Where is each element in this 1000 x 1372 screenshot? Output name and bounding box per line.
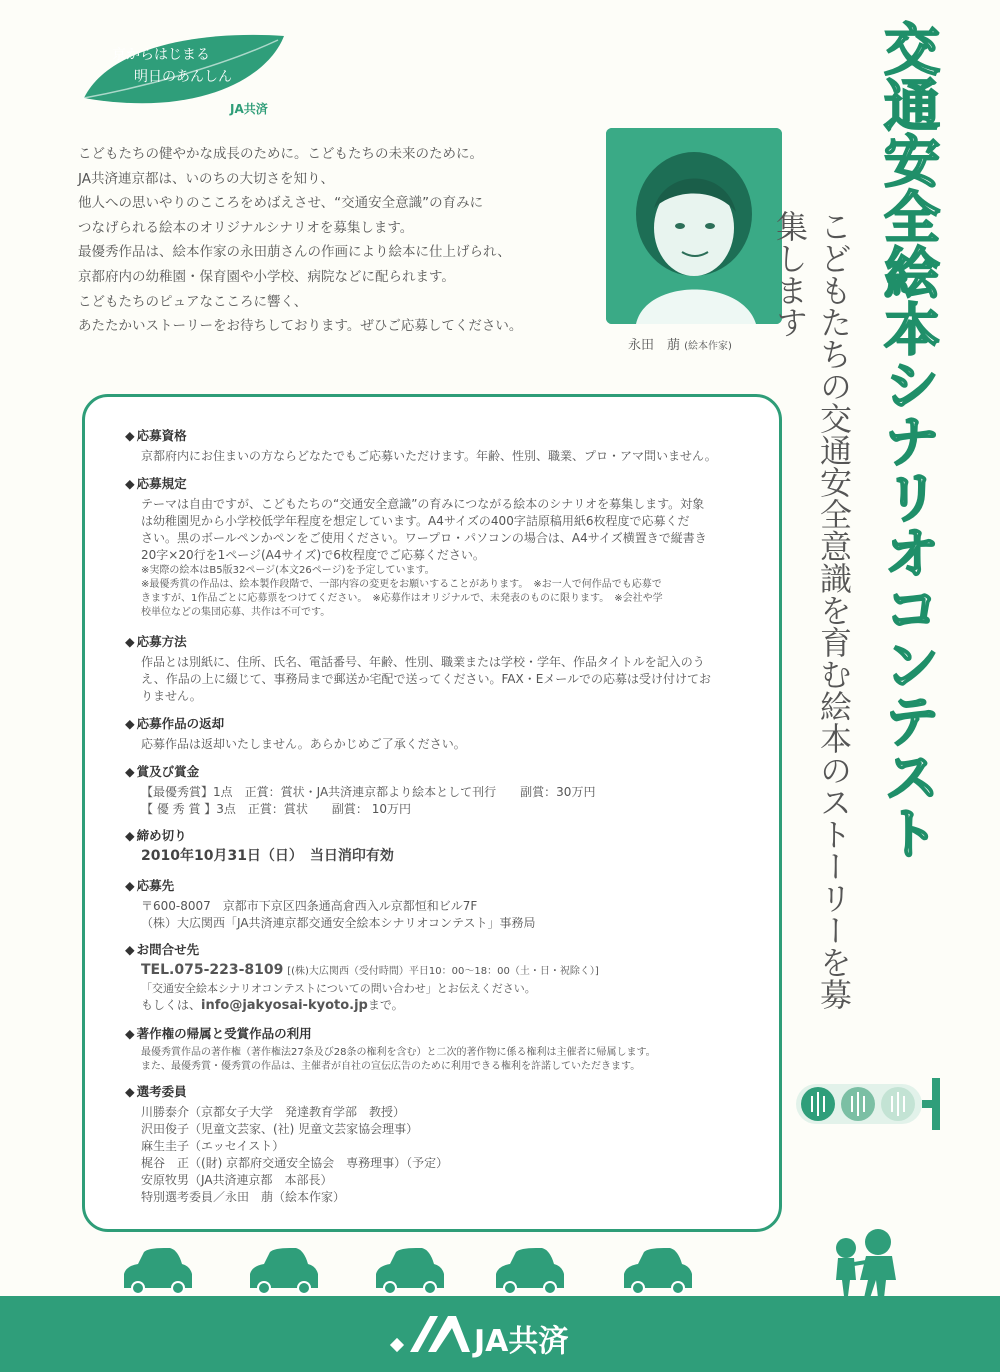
section-text: え、作品の上に綴じて、事務局まで郵送か宅配で送ってください。FAX・Eメールでの応募は受け付けてお [141, 672, 712, 686]
car-row-illustration [120, 1244, 700, 1296]
section-text: 〒600-8007 京都市下京区四条通高倉西入ル京都恒和ビル7F [141, 899, 478, 913]
section-text: 【最優秀賞】1点 正賞：賞状・JA共済連京都より絵本として刊行 副賞：30万円 [141, 785, 596, 799]
car-icon [624, 1248, 692, 1295]
car-icon [124, 1248, 192, 1295]
car-icon [250, 1248, 318, 1295]
judge-item: 特別選考委員／永田 萠（絵本作家） [141, 1190, 346, 1204]
section-prizes [125, 763, 765, 818]
section-heading: ◆ 著作権の帰属と受賞作品の利用 [125, 1025, 765, 1042]
section-rules [125, 475, 765, 620]
intro-text [78, 142, 598, 339]
info-box [82, 394, 782, 1232]
section-note: ※実際の絵本はB5版32ページ(本文26ページ)を予定しています。 [141, 565, 435, 576]
car-icon [376, 1248, 444, 1295]
email-suffix: まで。 [367, 998, 404, 1012]
section-contact [125, 941, 765, 1014]
section-text: 最優秀賞作品の著作権（著作権法27条及び28条の権利を含む）と二次的著作物に係る権利は主催者に帰属します。 [141, 1047, 656, 1058]
section-text: りません。 [141, 689, 202, 703]
section-method [125, 633, 765, 705]
section-heading: ◆ 選考委員 [125, 1083, 765, 1100]
judge-item: 川勝泰介（京都女子大学 発達教育学部 教授） [141, 1105, 406, 1119]
section-text: 20字×20行を1ページ(A4サイズ)で6枚程度でご応募ください。 [141, 548, 485, 562]
section-judges [125, 1083, 765, 1206]
section-heading: ◆ 応募先 [125, 877, 765, 894]
section-text: 【 優 秀 賞 】3点 正賞：賞状 副賞： 10万円 [141, 802, 411, 816]
section-heading: ◆ 応募方法 [125, 633, 765, 650]
section-note: ※最優秀賞の作品は、絵本製作段階で、一部内容の変更をお願いすることがあります。 ※お一人で何作品でも応募で [141, 579, 662, 590]
section-note: きますが、1作品ごとに応募票をつけてください。 ※応募作はオリジナルで、未発表のものに限ります。 ※会社や学 [141, 593, 663, 604]
section-address [125, 877, 765, 932]
leaf-brand: JA共済 [230, 102, 268, 116]
author-role: (絵本作家) [684, 341, 732, 352]
footer-brand: JA共済 [474, 1324, 569, 1359]
judge-item: 梶谷 正（(財) 京都府交通安全協会 専務理事）（予定） [141, 1156, 449, 1170]
contact-tel-note: [(株)大広関西（受付時間）平日10：00～18：00（土・日・祝除く）] [287, 966, 599, 977]
section-text: テーマは自由ですが、こどもたちの“交通安全意識”の育みにつながる絵本のシナリオを募集します。対象 [141, 497, 705, 511]
deadline-date: 2010年10月31日（日） 当日消印有効 [141, 848, 394, 864]
traffic-signal-icon [794, 1078, 944, 1130]
intro-line: JA共済連京都は、いのちの大切さを知り、 [78, 170, 334, 187]
leaf-slogan-line2: 明日のあんしん [134, 69, 232, 85]
section-heading: ◆ 締め切り [125, 827, 765, 844]
author-caption [628, 334, 732, 353]
section-qualification [125, 427, 765, 465]
leaf-slogan [112, 44, 272, 88]
intro-line: こどもたちのピュアなこころに響く、 [78, 293, 308, 310]
section-heading: ◆ 応募資格 [125, 427, 765, 444]
car-icon [496, 1248, 564, 1295]
section-heading: ◆ お問合せ先 [125, 941, 765, 958]
section-deadline [125, 827, 765, 865]
section-heading: ◆ 応募作品の返却 [125, 715, 765, 732]
subtitle: こどもたちの交通安全意識を育む絵本のストーリーを募集します [771, 210, 853, 1010]
email-prefix: もしくは、 [141, 998, 202, 1012]
intro-line: こどもたちの健やかな成長のために。こどもたちの未来のために。 [78, 146, 483, 162]
section-text: （株）大広関西「JA共済連京都交通安全絵本シナリオコンテスト」事務局 [141, 916, 536, 930]
intro-line: 他人への思いやりのこころをめばえさせ、“交通安全意識”の育みに [78, 195, 484, 212]
section-text: 応募作品は返却いたしません。あらかじめご了承ください。 [141, 737, 466, 751]
contact-tel: TEL.075-223-8109 [141, 962, 284, 978]
judge-item: 沢田俊子（児童文芸家、(社) 児童文芸家協会理事） [141, 1122, 419, 1136]
section-text: は幼稚園児から小学校低学年程度を想定しています。A4サイズの400字詰原稿用紙6枚程度で応募くだ [141, 514, 690, 528]
judge-item: 安原牧男（JA共済連京都 本部長） [141, 1173, 333, 1187]
section-copyright [125, 1025, 765, 1074]
section-text: 作品とは別紙に、住所、氏名、電話番号、年齢、性別、職業または学校・学年、作品タイトルを記入のう [141, 655, 705, 669]
contact-tel-line [125, 962, 765, 980]
footer-bar [0, 1296, 1000, 1372]
contact-email[interactable]: info@jakyosai-kyoto.jp [201, 998, 368, 1013]
section-note: 校単位などの集団応募、共作は不可です。 [141, 607, 331, 618]
intro-line: つなげられる絵本のオリジナルシナリオを募集します。 [78, 219, 414, 236]
contact-email-line [125, 997, 765, 1014]
section-text: 「交通安全絵本シナリオコンテストについての問い合わせ」とお伝えください。 [141, 982, 536, 995]
intro-line: 京都府内の幼稚園・保育園や小学校、病院などに配られます。 [78, 268, 455, 285]
leaf-slogan-line1: 京からはじまる [112, 47, 210, 63]
author-name: 永田 萠 [628, 338, 681, 353]
section-text: さい。黒のボールペンかペンをご使用ください。ワープロ・パソコンの場合は、A4サイズ横置きで縦書き [141, 531, 707, 545]
author-photo [606, 128, 782, 324]
children-illustration [826, 1228, 906, 1298]
section-heading: ◆ 応募規定 [125, 475, 765, 492]
section-return [125, 715, 765, 753]
section-text: また、最優秀賞・優秀賞の作品は、主催者が自社の宣伝広告のために利用できる権利を許諾していただきます。 [141, 1061, 641, 1072]
main-title: 交通安全絵本シナリオコンテスト [875, 20, 940, 860]
intro-line: 最優秀作品は、絵本作家の永田萠さんの作画により絵本に仕上げられ、 [78, 244, 511, 261]
section-text: 京都府内にお住まいの方ならどなたでもご応募いただけます。年齢、性別、職業、プロ・アマ問いません。 [141, 449, 717, 463]
judge-item: 麻生圭子（エッセイスト） [141, 1139, 285, 1153]
intro-line: あたたかいストーリーをお待ちしております。ぜひご応募してください。 [78, 318, 523, 335]
section-heading: ◆ 賞及び賞金 [125, 763, 765, 780]
